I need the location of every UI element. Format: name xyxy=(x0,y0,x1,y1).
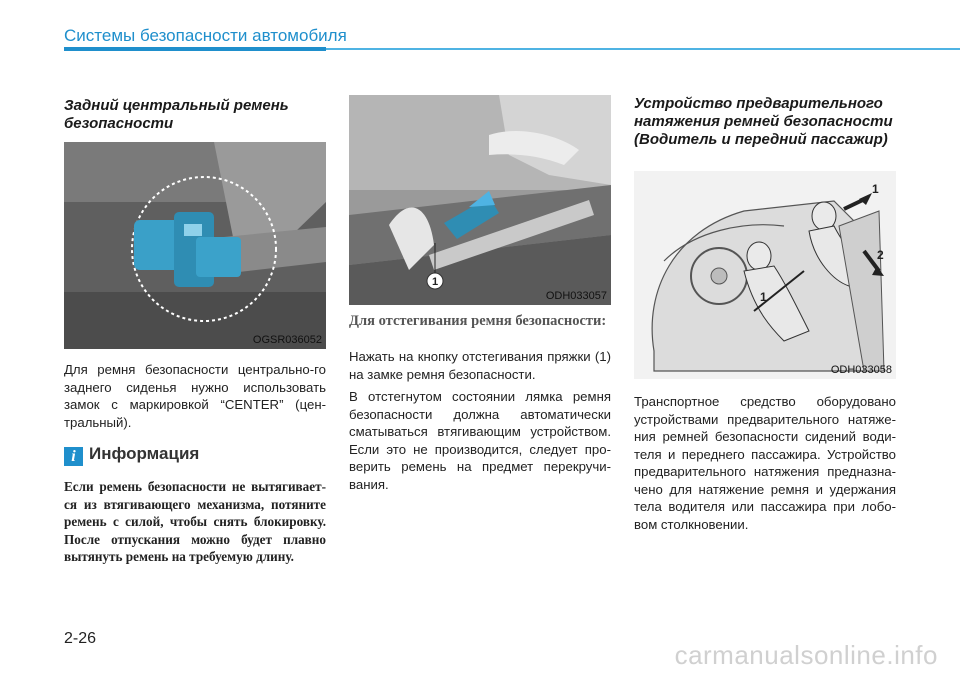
callout-1: 1 xyxy=(431,276,439,288)
release-text-1: Нажать на кнопку отстегивания пряжки (1) на замке ремня безопасности. xyxy=(349,349,611,382)
info-icon: i xyxy=(64,447,83,466)
pretensioner-text: Транспортное средство оборудовано устройствами предварительного натяже-ния ремней безопасности сидений води-теля и переднего пассажира. Устройство предварительного натяжения предназна-чено для натяжение ремня и удержания тела водителя или пассажира при лобо-вом столкновении. xyxy=(634,394,896,532)
image-code: ODH033058 xyxy=(830,364,892,376)
header-rule xyxy=(326,48,960,50)
pretensioner-image xyxy=(634,171,896,379)
image-code: ODH033057 xyxy=(545,290,607,302)
callout-1-lower: 1 xyxy=(760,290,767,304)
rear-center-belt-text: Для ремня безопасности центрально-го заднего сиденья нужно использовать замок с маркировкой “CENTER” (цен-тральный). xyxy=(64,362,326,430)
header-rule-accent xyxy=(64,47,326,51)
rear-center-buckle-illustration xyxy=(64,142,326,349)
belt-release-image xyxy=(349,95,611,305)
rear-center-buckle-image xyxy=(64,142,326,349)
section-title: Системы безопасности автомобиля xyxy=(64,26,347,45)
belt-release-illustration xyxy=(349,95,611,305)
release-text-2: В отстегнутом состоянии лямка ремня безопасности должна автоматически сматываться втягивающим устройством. Если это не производится, следует про-верить ремень на предмет перекручи-вания. xyxy=(349,389,611,492)
pretensioner-illustration xyxy=(634,171,896,379)
pretensioner-heading: Устройство предварительного натяжения ремней безопасности (Водитель и передний пассажир) xyxy=(634,95,893,148)
watermark: carmanualsonline.info xyxy=(674,640,938,670)
page-number: 2-26 xyxy=(64,630,97,647)
info-text: Если ремень безопасности не вытягивает-ся из втягивающего механизма, потяните ремень с силой, чтобы снять блокировку. После отпускания можно будет плавно вытянуть ремень на требуемую длину. xyxy=(64,479,326,565)
info-title: Информация xyxy=(89,444,200,463)
image-code: OGSR036052 xyxy=(252,334,322,346)
callout-2: 2 xyxy=(877,248,884,262)
rear-center-belt-heading: Задний центральный ремень безопасности xyxy=(64,97,289,132)
callout-1-top: 1 xyxy=(872,182,879,196)
release-heading: Для отстегивания ремня безопасности: xyxy=(349,313,607,329)
